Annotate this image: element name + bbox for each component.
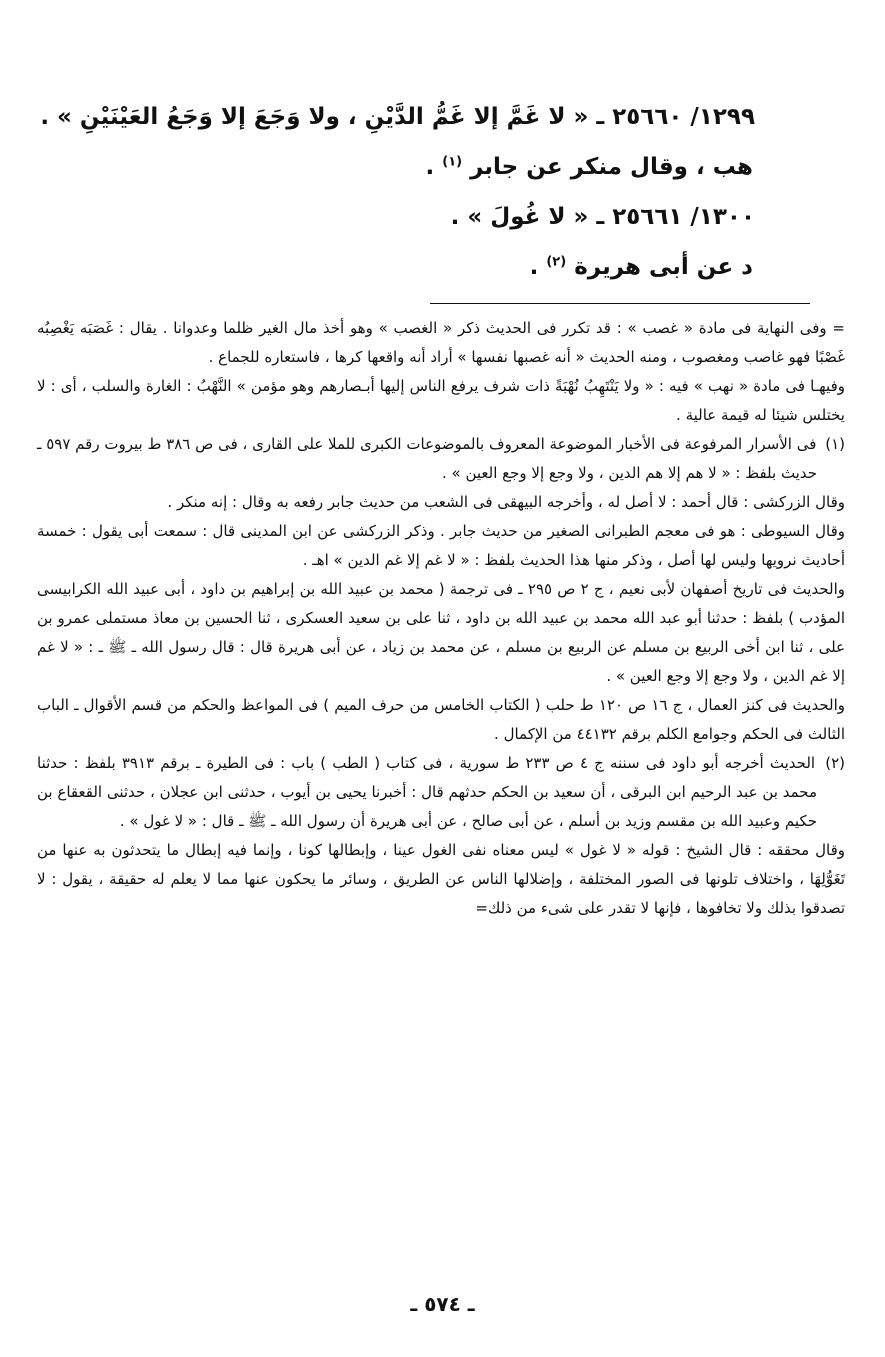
- hadith-1299-text: [40, 92, 755, 142]
- footnote-marker-1: (١): [442, 154, 463, 170]
- footnote-text: الحديث أخرجه أبو داود فى سننه ج ٤ ص ٢٣٣ ط سورية ، فى كتاب ( الطب ) باب : فى الطيرة ـ برقم ٣٩١٣ بلفظ : حدثنا محمد بن عبد الرحيم ابن البرقى ، أن سعيد بن الحكم حدثهم قال : أخبرنا يحيى بن أيوب ، حدثنى ابن عجلان ، حدثنى القعقاع بن حكيم وعبيد الله بن مقسم وزيد بن أسلم ، عن أبى صالح ، عن أبى هريرة أن رسول الله ـ ﷺ ـ قال : « لا غول » .: [37, 754, 817, 830]
- source-1-dot: .: [425, 154, 435, 180]
- hadith-1300-source: [55, 242, 755, 292]
- main-text: [40, 92, 755, 292]
- footnote-continuation-ghasb: [37, 314, 845, 372]
- page-number: ـ ٥٧٤ ـ: [410, 1292, 475, 1316]
- footnote-1-suyuti: [37, 517, 845, 575]
- footnote-marker-2: (٢): [546, 254, 567, 270]
- footnote-text: والحديث فى كنز العمال ، ج ١٦ ص ١٢٠ ط حلب ( الكتاب الخامس من حرف الميم ) فى المواعظ والحكم من قسم الأقوال ـ الباب الثالث فى الحكم وجوامع الكلم برقم ٤٤١٣٢ من الإكمال .: [37, 696, 846, 743]
- footnote-text: وفيهـا فى مادة « نهب » فيه : « ولا يَنْتَهِبُ نُهْبَةً ذات شرف يرفع الناس إليها أبـصارهم وهو مؤمن » النَّهْبُ : الغارة والسلب ، أى : لا يختلس شيئا له قيمة عالية .: [37, 377, 845, 424]
- footnote-number: (١): [825, 435, 845, 453]
- footnote-2: [37, 749, 845, 836]
- footnote-continuation-nahb: [37, 372, 845, 430]
- hadith-1299-line: ١٢٩٩/ ٢٥٦٦٠ ـ « لا غَمَّ إلا غَمُّ الدَّيْنِ ، ولا وَجَعَ إلا وَجَعُ العَيْنَيْنِ » .: [40, 104, 755, 130]
- hadith-1300-source-text: د عن أبى هريرة: [574, 254, 753, 280]
- footnote-1: [37, 430, 845, 488]
- footnote-1-kanz: [37, 691, 845, 749]
- footnote-number: (٢): [825, 754, 845, 772]
- footnotes: [37, 314, 845, 923]
- footnote-text: وقال السيوطى : هو فى معجم الطبرانى الصغير من حديث جابر . وذكر الزركشى عن ابن المدينى قال : سمعت أبى يقول : خمسة أحاديث نرويها وليس لها أصل ، وذكر منها هذا الحديث بلفظ : « لا غم إلا غم الدين » اهـ .: [37, 522, 845, 569]
- footnote-1-zarkashi: [37, 488, 845, 517]
- footnote-text: وقال الزركشى : قال أحمد : لا أصل له ، وأخرجه البيهقى فى الشعب من حديث جابر رفعه به وقال : إنه منكر .: [167, 493, 845, 511]
- footnote-text: = وفى النهاية فى مادة « غصب » : قد تكرر فى الحديث ذكر « الغصب » وهو أخذ مال الغير ظلما وعدوانا . يقال : غَصَبَه يَغْصِبُه غَصْبًا فهو غاصب ومغصوب ، ومنه الحديث « أنه غصبها نفسها » أراد أنه واقعها كرها ، فاستعاره للجماع .: [37, 319, 845, 366]
- hadith-1299-source: [55, 142, 755, 192]
- footnote-1-isfahan: [37, 575, 845, 691]
- footnote-separator: [430, 303, 810, 304]
- hadith-1300-text: [55, 192, 755, 242]
- source-2-dot: .: [529, 254, 539, 280]
- hadith-1299-source-text: هب ، وقال منكر عن جابر: [470, 154, 753, 180]
- footnote-text: والحديث فى تاريخ أصفهان لأبى نعيم ، ج ٢ ص ٢٩٥ ـ فى ترجمة ( محمد بن عبيد الله بن إبراهيم بن داود ، أبى عبيد الله الكرابيسى المؤدب ) بلفظ : حدثنا أبو عبد الله محمد بن عبيد الله بن داود ، ثنا على بن سعيد العسكرى ، ثنا الحسين بن معاذ مستملى عمرو بن على ، ثنا ابن أخى الربيع بن مسلم عن الربيع بن مسلم ، عن محمد بن زياد ، عن أبى هريرة قال : قال رسول الله ـ ﷺ ـ : « لا غم إلا غم الدين ، ولا وجع إلا وجع العين » .: [37, 580, 845, 685]
- hadith-1300-line: ١٣٠٠/ ٢٥٦٦١ ـ « لا غُولَ » .: [450, 204, 755, 230]
- footnote-text: وقال محققه : قال الشيخ : قوله « لا غول » ليس معناه نفى الغول عينا ، وإبطالها كونا ، وإنما فيه إبطال ما يتحدثون به عنها من تَغَوُّلِهَا ، واختلاف تلونها فى الصور المختلفة ، وإضلالها الناس عن الطريق ، وسائر ما يحكون عنها مما لا يعلم له حقيقة ، يقول : لا تصدقوا بذلك ولا تخافوها ، فإنها لا تقدر على شىء من ذلك=: [37, 841, 845, 917]
- footnote-2-commentary: [37, 836, 845, 923]
- footnote-text: فى الأسرار المرفوعة فى الأخبار الموضوعة المعروف بالموضوعات الكبرى للملا على القارى ، فى ص ٣٨٦ ط بيروت رقم ٥٩٧ ـ حديث بلفظ : « لا هم إلا هم الدين ، ولا وجع إلا وجع العين » .: [37, 435, 817, 482]
